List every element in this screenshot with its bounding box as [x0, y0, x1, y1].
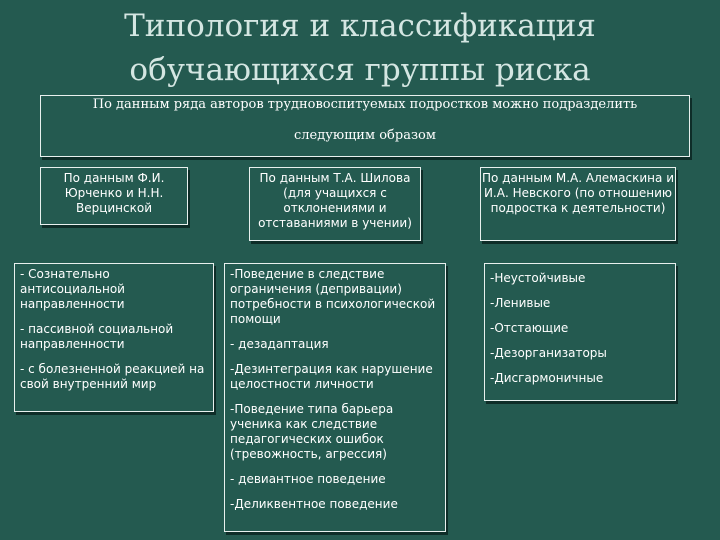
list-item: - Сознательно антисоциальной направленности	[20, 267, 125, 311]
list-item: -Ленивые	[490, 296, 551, 310]
column-1-header	[40, 167, 188, 225]
column-2-list	[224, 263, 446, 532]
column-3-list	[484, 263, 676, 401]
title-line-1: Типология и классификация	[124, 8, 596, 44]
list-item: -Поведение типа барьера ученика как следствие педагогических ошибок (тревожность, агрессия)	[230, 402, 394, 461]
list-item: - с болезненной реакцией на свой внутренний мир	[20, 362, 205, 391]
column-3-header-text: По данным М.А. Алемаскина и И.А. Невского (по отношению подростка к деятельности)	[482, 171, 674, 215]
intro-line-2: следующим образом	[294, 128, 436, 143]
column-3-header	[480, 167, 676, 241]
list-item: - дезадаптация	[230, 337, 329, 351]
list-item: -Дисгармоничные	[490, 371, 604, 385]
list-item: -Неустойчивые	[490, 271, 586, 285]
list-item: -Деликвентное поведение	[230, 497, 398, 511]
list-item: -Отстающие	[490, 321, 569, 335]
title-line-2: обучающихся группы риска	[129, 52, 591, 88]
intro-box	[40, 95, 690, 157]
list-item: - девиантное поведение	[230, 472, 386, 486]
column-1-header-text: По данным Ф.И. Юрченко и Н.Н. Верцинской	[63, 171, 165, 215]
slide-title	[0, 4, 720, 92]
column-1-list	[14, 263, 214, 412]
column-2-header	[249, 167, 421, 241]
list-item: -Дезинтеграция как нарушение целостности личности	[230, 362, 433, 391]
list-item: -Дезорганизаторы	[490, 346, 607, 360]
column-2-header-text: По данным Т.А. Шилова (для учащихся с отклонениями и отставаниями в учении)	[258, 171, 412, 230]
list-item: -Поведение в следствие ограничения (депривации) потребности в психологической помощи	[230, 267, 436, 326]
intro-line-1: По данным ряда авторов трудновоспитуемых подростков можно подразделить	[92, 97, 638, 112]
list-item: - пассивной социальной направленности	[20, 322, 174, 351]
